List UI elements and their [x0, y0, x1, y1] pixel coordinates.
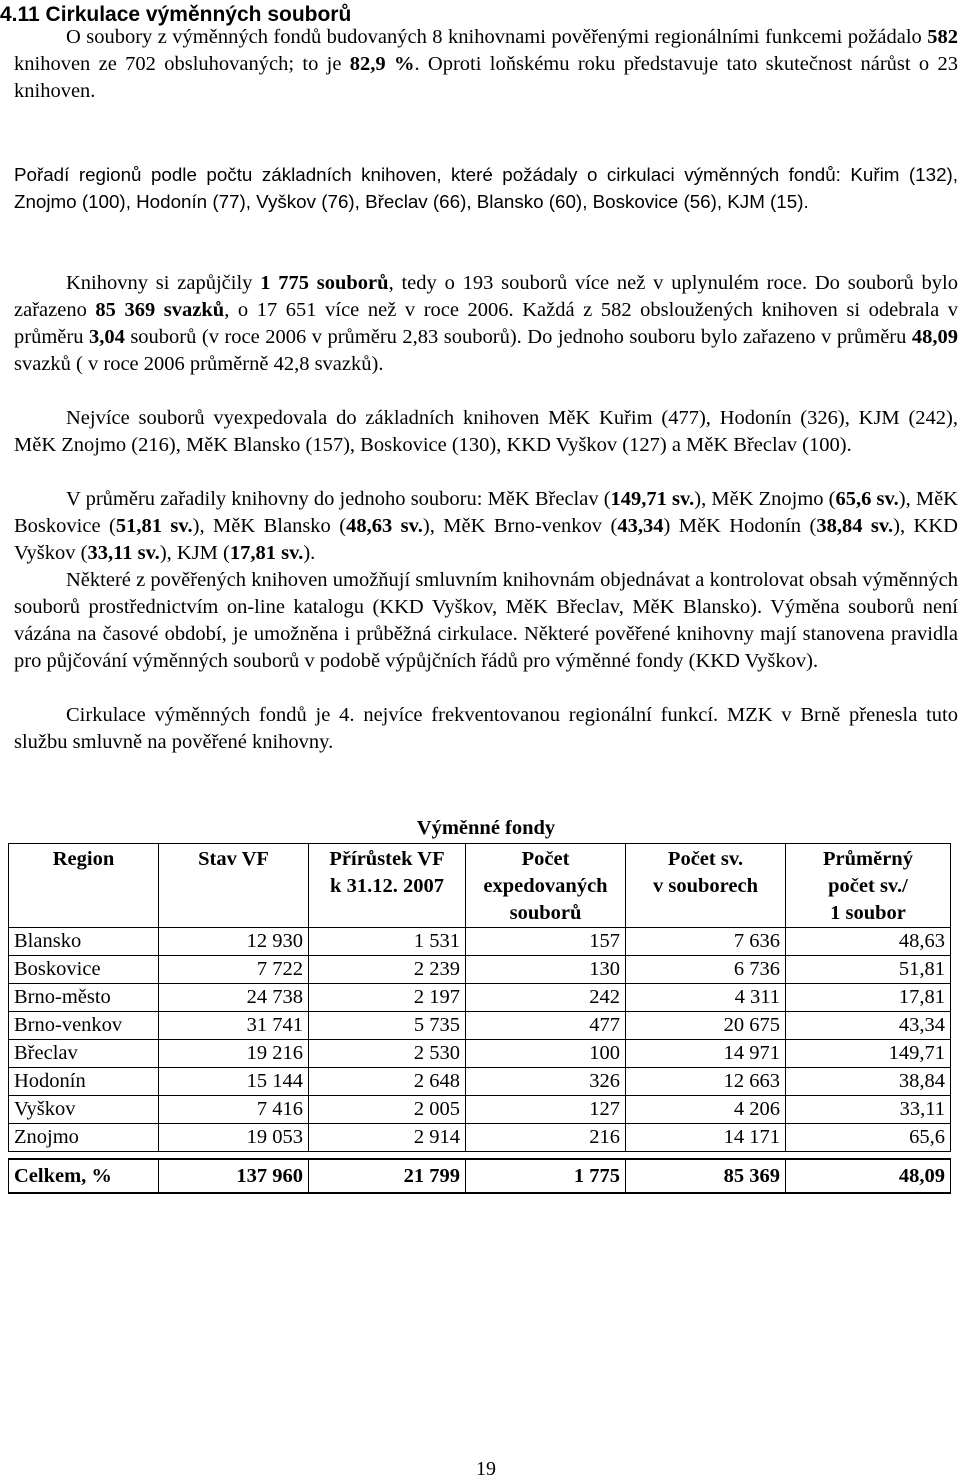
- cell-region: Brno-venkov: [9, 1012, 159, 1040]
- text-run: Některé z pověřených knihoven umožňují smluvním knihovnám objednávat a kontrolovat obsah výměnných souborů prostřednictvím on-line katalogu (KKD Vyškov, MěK Břeclav, MěK Blansko). Výměna souborů není vázána na časové období, je umožněna i průběžná cirkulace. Některé pověřené knihovny mají stanovena pravidla pro půjčování výměnných souborů v podobě výpůjčních řádů pro výměnné fondy (KKD Vyškov).: [14, 569, 958, 672]
- cell-value: 127: [466, 1096, 626, 1124]
- header-sets-expedited: [466, 844, 626, 928]
- table-header-row: [9, 844, 951, 928]
- text-run: svazků ( v roce 2006 průměrně 42,8 svazků).: [14, 353, 384, 375]
- bold-run: 33,11 sv.: [87, 542, 160, 564]
- cell-value: 216: [466, 1124, 626, 1152]
- text-run: ), MěK Blansko (: [192, 515, 347, 537]
- text-run: Pořadí regionů podle počtu základních knihoven, které požádaly o cirkulaci výměnných fondů: Kuřim (132), Znojmo (100), Hodonín (77), Vyškov (76), Břeclav (66), Blansko (60), Boskovice (56), KJM (15).: [14, 164, 958, 212]
- text-run: ), KKD Vyškov (: [14, 515, 958, 564]
- section-heading: 4.11 Cirkulace výměnných souborů: [0, 3, 352, 26]
- cell-value: 2 530: [309, 1040, 466, 1068]
- cell-value: 130: [466, 956, 626, 984]
- bold-run: 582: [927, 26, 958, 48]
- cell-total-value: 48,09: [786, 1159, 951, 1193]
- paragraph-online-catalog: [14, 567, 958, 675]
- cell-value: 48,63: [786, 928, 951, 956]
- paragraph-request-summary: [14, 24, 958, 105]
- header-volumes: [626, 844, 786, 928]
- cell-value: 157: [466, 928, 626, 956]
- cell-region: Hodonín: [9, 1068, 159, 1096]
- cell-value: 1 531: [309, 928, 466, 956]
- cell-value: 14 971: [626, 1040, 786, 1068]
- cell-value: 326: [466, 1068, 626, 1096]
- cell-region: Břeclav: [9, 1040, 159, 1068]
- header-region: [9, 844, 159, 928]
- cell-value: 7 416: [159, 1096, 309, 1124]
- cell-value: 242: [466, 984, 626, 1012]
- cell-value: 2 914: [309, 1124, 466, 1152]
- cell-value: 65,6: [786, 1124, 951, 1152]
- bold-run: 65,6 sv.: [835, 488, 899, 510]
- cell-value: 15 144: [159, 1068, 309, 1096]
- cell-value: 19 216: [159, 1040, 309, 1068]
- header-text: Stav VF: [198, 848, 269, 870]
- bold-run: 17,81 sv.: [229, 542, 304, 564]
- text-run: , o 17 651 více než v roce 2006. Každá z 582 obsloužených knihoven si odebrala v průměru: [14, 299, 958, 348]
- bold-run: 51,81 sv.: [115, 515, 193, 537]
- cell-total-value: 21 799: [309, 1159, 466, 1193]
- table-row: [9, 956, 951, 984]
- cell-value: 43,34: [786, 1012, 951, 1040]
- paragraph-ranking-function: [14, 702, 958, 756]
- cell-value: 4 311: [626, 984, 786, 1012]
- table-row: [9, 1040, 951, 1068]
- bold-run: 82,9 %: [349, 53, 415, 75]
- text-run: Cirkulace výměnných fondů je 4. nejvíce frekventovanou regionální funkcí. MZK v Brně přenesla tuto službu smluvně na pověřené knihovny.: [14, 704, 958, 753]
- text-run: V průměru zařadily knihovny do jednoho souboru: MěK Břeclav (: [66, 488, 611, 510]
- table-row: [9, 984, 951, 1012]
- text-run: Knihovny si zapůjčily: [66, 272, 261, 294]
- text-run: , tedy o 193 souborů více než v uplynulém roce. Do souborů bylo zařazeno: [14, 272, 959, 321]
- exchange-funds-table: [8, 843, 951, 1194]
- text-run: souborů (v roce 2006 v průměru 2,83 souborů). Do jednoho souboru bylo zařazeno v průměru: [124, 326, 912, 348]
- table-row: [9, 1096, 951, 1124]
- cell-value: 7 722: [159, 956, 309, 984]
- table-total-row: [9, 1159, 951, 1193]
- cell-total-value: 1 775: [466, 1159, 626, 1193]
- table-row: [9, 1012, 951, 1040]
- paragraph-loans: [14, 270, 958, 378]
- cell-value: 477: [466, 1012, 626, 1040]
- bold-run: 85 369 svazků: [95, 299, 225, 321]
- text-run: ), MěK Brno-venkov (: [422, 515, 618, 537]
- bold-run: 149,71 sv.: [610, 488, 695, 510]
- cell-value: 2 648: [309, 1068, 466, 1096]
- bold-run: 43,34: [617, 515, 664, 537]
- bold-run: 1 775 souborů: [260, 272, 389, 294]
- header-text: Počet sv.: [667, 848, 744, 870]
- cell-value: 38,84: [786, 1068, 951, 1096]
- header-text: počet sv./: [828, 875, 908, 897]
- paragraph-region-ranking: [14, 161, 958, 215]
- cell-value: 2 197: [309, 984, 466, 1012]
- cell-region: Brno-město: [9, 984, 159, 1012]
- cell-value: 12 663: [626, 1068, 786, 1096]
- text-run: knihoven ze 702 obsluhovaných; to je: [14, 53, 350, 75]
- cell-region: Znojmo: [9, 1124, 159, 1152]
- cell-value: 17,81: [786, 984, 951, 1012]
- text-run: ), MěK Boskovice (: [14, 488, 958, 537]
- text-run: . Oproti loňskému roku představuje tato skutečnost nárůst o 23 knihoven.: [14, 53, 958, 102]
- header-text: k 31.12. 2007: [330, 875, 444, 897]
- header-text: souborů: [509, 902, 582, 924]
- cell-value: 33,11: [786, 1096, 951, 1124]
- cell-value: 2 239: [309, 956, 466, 984]
- table-row: [9, 928, 951, 956]
- bold-run: 38,84 sv.: [816, 515, 894, 537]
- text-run: ), MěK Znojmo (: [694, 488, 836, 510]
- table-row: [9, 1124, 951, 1152]
- paragraph-average-volumes: [14, 486, 958, 567]
- cell-value: 2 005: [309, 1096, 466, 1124]
- header-increase: [309, 844, 466, 928]
- cell-value: 100: [466, 1040, 626, 1068]
- cell-value: 51,81: [786, 956, 951, 984]
- text-run: ).: [303, 542, 316, 564]
- header-text: expedovaných: [483, 875, 608, 897]
- table-caption: Výměnné fondy: [416, 817, 556, 839]
- cell-value: 19 053: [159, 1124, 309, 1152]
- cell-value: 12 930: [159, 928, 309, 956]
- cell-total-value: 85 369: [626, 1159, 786, 1193]
- cell-value: 4 206: [626, 1096, 786, 1124]
- table-row: [9, 1068, 951, 1096]
- text-run: O soubory z výměnných fondů budovaných 8 knihovnami pověřenými regionálními funkcemi požádalo: [66, 26, 928, 48]
- header-text: Průměrný: [823, 848, 913, 870]
- bold-run: 48,09: [911, 326, 958, 348]
- cell-region: Boskovice: [9, 956, 159, 984]
- cell-value: 24 738: [159, 984, 309, 1012]
- header-average: [786, 844, 951, 928]
- text-run: ), KJM (: [159, 542, 230, 564]
- header-text: Přírůstek VF: [329, 848, 445, 870]
- cell-total-label: Celkem, %: [9, 1159, 159, 1193]
- spacer-cell: [9, 1152, 951, 1160]
- cell-value: 5 735: [309, 1012, 466, 1040]
- header-text: Počet: [521, 848, 570, 870]
- cell-region: Vyškov: [9, 1096, 159, 1124]
- cell-value: 20 675: [626, 1012, 786, 1040]
- text-run: ) MěK Hodonín (: [663, 515, 817, 537]
- cell-total-value: 137 960: [159, 1159, 309, 1193]
- table-spacer-row: [9, 1152, 951, 1160]
- cell-value: 149,71: [786, 1040, 951, 1068]
- paragraph-most-expedited: [14, 405, 958, 459]
- header-text: v souborech: [653, 875, 758, 897]
- header-stock: [159, 844, 309, 928]
- cell-value: 7 636: [626, 928, 786, 956]
- header-text: Region: [52, 848, 115, 870]
- bold-run: 48,63 sv.: [346, 515, 423, 537]
- header-text: 1 soubor: [830, 902, 906, 924]
- cell-value: 31 741: [159, 1012, 309, 1040]
- cell-value: 6 736: [626, 956, 786, 984]
- cell-region: Blansko: [9, 928, 159, 956]
- page-number: 19: [476, 1458, 496, 1480]
- cell-value: 14 171: [626, 1124, 786, 1152]
- text-run: Nejvíce souborů vyexpedovala do základních knihoven MěK Kuřim (477), Hodonín (326), KJM (242), MěK Znojmo (216), MěK Blansko (157), Boskovice (130), KKD Vyškov (127) a MěK Břeclav (100).: [14, 407, 958, 456]
- bold-run: 3,04: [88, 326, 125, 348]
